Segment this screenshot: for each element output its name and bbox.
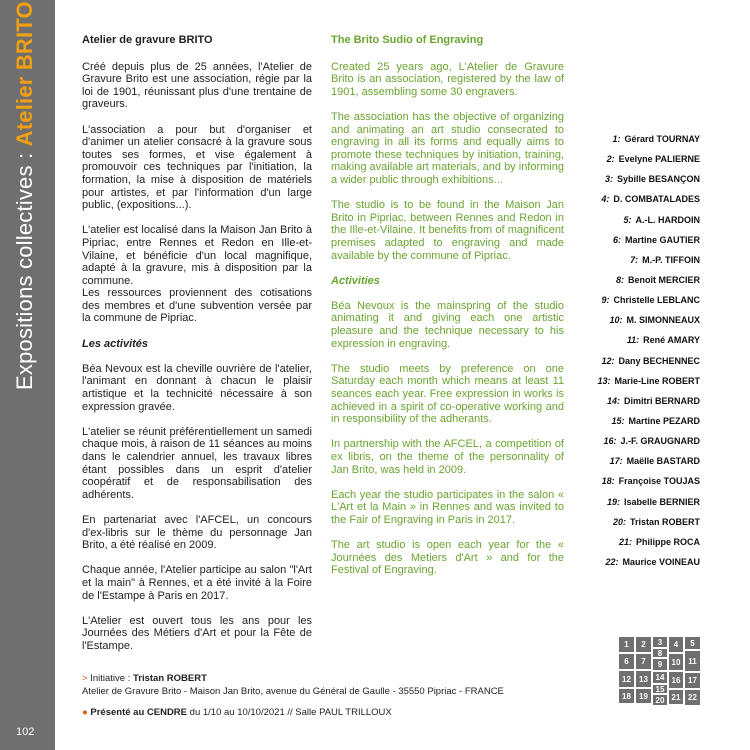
artist-name: Tristan ROBERT	[629, 516, 700, 527]
grid-cell: 14	[652, 671, 668, 684]
artist-list	[580, 134, 700, 577]
artist-number: 16:	[603, 436, 617, 447]
artist-name: Maurice VOINEAU	[622, 556, 700, 567]
artist-item	[580, 275, 700, 295]
artist-name: Maëlle BASTARD	[626, 456, 700, 467]
sidebar	[0, 0, 55, 750]
english-paragraph: Each year the studio participates in the salon « L'Art et la Main » in Rennes and was invited to the Fair of Engraving in Paris in 2017.	[331, 488, 564, 526]
french-activities-heading: Les activités	[82, 337, 149, 350]
english-activities-heading: Activities	[331, 274, 380, 287]
grid-cell: 7	[635, 653, 652, 670]
grid-cell: 2	[635, 636, 652, 653]
initiative-name: Tristan ROBERT	[132, 673, 207, 684]
english-paragraph: The art studio is open each year for the « Journées des Metiers d'Art » and for the Festival of Engraving.	[331, 539, 564, 577]
grid-cell: 6	[618, 653, 635, 670]
arrow-icon: >	[82, 673, 88, 684]
english-paragraph: Created 25 years ago, L'Atelier de Gravure Brito is an association, registered by the law of 1901, assembling some 30 engravers.	[331, 60, 564, 98]
english-column	[331, 34, 564, 590]
artist-item	[580, 174, 700, 194]
artist-number: 17:	[609, 456, 623, 467]
artist-name: Evelyne PALIERNE	[618, 154, 700, 165]
artist-item	[580, 315, 700, 335]
artist-item	[580, 396, 700, 416]
grid-cell: 13	[635, 670, 652, 688]
grid-cell: 19	[635, 688, 652, 704]
artist-number: 7:	[630, 254, 639, 265]
artist-item	[580, 356, 700, 376]
artist-number: 1:	[612, 134, 621, 144]
footer-initiative	[82, 672, 602, 685]
artist-name: Françoise TOUJAS	[618, 476, 700, 487]
artist-item	[580, 436, 700, 456]
artist-item	[580, 557, 700, 577]
english-paragraph: The studio meets by preference on one Saturday each month which means at least 11 seances each year. Free expression in works is achieved in a spirit of co-operative working and in responsibility of the adherants.	[331, 362, 564, 426]
artist-item	[580, 456, 700, 476]
artist-name: Martine GAUTIER	[624, 234, 700, 245]
artist-item	[580, 335, 700, 355]
artist-number: 10:	[609, 315, 623, 326]
grid-cell: 22	[684, 689, 701, 706]
french-paragraph: Créé depuis plus de 25 années, l'Atelier de Gravure Brito est une association, régie par la loi de 1901, réunissant plus d'une trentaine de graveurs.	[82, 60, 312, 111]
artist-item	[580, 154, 700, 174]
artist-item	[580, 194, 700, 214]
french-paragraph: Béa Nevoux est la cheville ouvrière de l'atelier, l'animant en donnant à chacun le plaisir artistique et la technicité nécessaire à son expression gravée.	[82, 362, 312, 413]
grid-cell: 3	[652, 636, 668, 648]
french-paragraph: En partenariat avec l'AFCEL, un concours d'ex-libris sur le thème du personnage Jan Brito, a été réalisé en 2009.	[82, 513, 312, 552]
artist-item	[580, 476, 700, 496]
footer	[82, 672, 602, 719]
sidebar-title-accent: Atelier BRITO	[12, 1, 37, 147]
artist-name: Dany BECHENNEC	[618, 355, 700, 366]
french-paragraph: L'atelier se réunit préférentiellement un samedi chaque mois, à raison de 11 séances au moins dans le calendrier annuel, les travaux libres étant possibles dans un esprit d'atelier coopératif et de responsabilisation des adhérents.	[82, 425, 312, 501]
artist-name: D. COMBATALADES	[613, 194, 700, 205]
artist-number: 6:	[612, 234, 621, 245]
grid-cell: 21	[668, 689, 684, 705]
artist-name: Philippe ROCA	[635, 536, 700, 547]
artist-name: Sybille BESANÇON	[616, 174, 700, 185]
artist-number: 14:	[606, 395, 620, 406]
english-paragraph: Béa Nevoux is the mainspring of the studio animating it and giving each one artistic pleasure and the technique necessary to his expression in engraving.	[331, 299, 564, 350]
artist-number: 4:	[601, 194, 610, 205]
artist-item	[580, 537, 700, 557]
artist-name: Benoît MERCIER	[628, 274, 700, 285]
presented-label: Présenté au CENDRE	[90, 707, 188, 718]
french-paragraph: L'association a pour but d'organiser et d'animer un atelier consacré à la gravure sous toutes ses formes, et vise également à promouvoir ces techniques par l'initiation, la formation, la mise à disposition de matériels pour artistes, et par l'information d'un large public, (expositions...).	[82, 123, 312, 212]
french-title: Atelier de gravure BRITO	[82, 34, 213, 46]
artist-number: 11:	[626, 335, 640, 346]
artist-name: René AMARY	[643, 335, 700, 346]
artist-item	[580, 497, 700, 517]
grid-cell: 16	[668, 671, 684, 689]
page-number: 102	[16, 726, 35, 738]
artist-name: Gérard TOURNAY	[624, 134, 700, 144]
english-title: The Brito Sudio of Engraving	[331, 34, 484, 46]
artist-number: 5:	[623, 214, 632, 225]
artist-item	[580, 255, 700, 275]
artist-item	[580, 376, 700, 396]
artist-item	[580, 134, 700, 154]
french-paragraph: L'atelier est localisé dans la Maison Jan Brito à Pipriac, entre Rennes et Redon en Ille-et-Vilaine, et bénéficie d'un local magnifique, adapté à la gravure, mis à disposition par la commune.	[82, 224, 312, 287]
artist-number: 2:	[606, 154, 615, 165]
artist-number: 3:	[604, 174, 613, 185]
artist-number: 12:	[601, 355, 615, 366]
bullet-icon: ●	[82, 707, 88, 718]
artist-item	[580, 215, 700, 235]
artist-number: 18:	[601, 476, 615, 487]
artist-number: 15:	[611, 415, 625, 426]
artist-item	[580, 295, 700, 315]
artist-name: Christelle LEBLANC	[613, 295, 700, 306]
artist-name: J.-F. GRAUGNARD	[620, 436, 700, 447]
artist-name: A.-L. HARDOIN	[635, 214, 700, 225]
grid-cell: 10	[668, 653, 684, 671]
grid-cell: 4	[668, 636, 684, 653]
artist-name: Marie-Line ROBERT	[614, 375, 700, 386]
grid-cell: 18	[618, 688, 635, 704]
sidebar-title	[12, 1, 38, 390]
artist-number: 20:	[612, 516, 626, 527]
grid-cell: 1	[618, 636, 635, 653]
english-paragraph: The association has the objective of organizing and animating an art studio consecrated to engraving in all its forms and equally aims to promote these techniques by initiation, training, making available art materials, and by informing a wider public through exhibitions...	[331, 110, 564, 186]
artist-name: Isabelle BERNIER	[623, 496, 700, 507]
presented-details: du 1/10 au 10/10/2021 // Salle PAUL TRILLOUX	[187, 707, 392, 718]
english-paragraph: The studio is to be found in the Maison Jan Brito in Pipriac, between Rennes and Redon in the Ille-et-Vilaine. It benefits from of magnificent premises adapted to engraving and made available by the commune of Pipriac.	[331, 199, 564, 262]
artist-item	[580, 416, 700, 436]
grid-cell: 11	[684, 650, 701, 672]
french-paragraph: Les ressources proviennent des cotisations des membres et d'une subvention versée par la commune de Pipriac.	[82, 287, 312, 325]
initiative-label: Initiative :	[90, 673, 133, 684]
french-column	[82, 34, 312, 665]
footer-address: Atelier de Gravure Brito - Maison Jan Brito, avenue du Général de Gaulle - 35550 Pipriac - FRANCE	[82, 686, 504, 697]
english-paragraph: In partnership with the AFCEL, a competition of ex libris, on the theme of the personnality of Jan Brito, was held in 2009.	[331, 438, 564, 476]
grid-cell: 15	[652, 684, 668, 694]
french-paragraph: Chaque année, l'Atelier participe au salon "l'Art et la main" à Rennes, et a été invité à la Foire de l'Estampe à Paris en 2017.	[82, 564, 312, 602]
grid-cell: 9	[652, 658, 668, 671]
artist-name: Dimitri BERNARD	[623, 395, 700, 406]
artist-number: 21:	[618, 536, 632, 547]
grid-cell: 12	[618, 670, 635, 688]
grid-cell: 8	[652, 648, 668, 658]
artwork-grid	[618, 636, 701, 716]
artist-number: 8:	[615, 274, 624, 285]
artist-number: 9:	[601, 295, 610, 306]
french-paragraph: L'Atelier est ouvert tous les ans pour les Journées des Métiers d'Art et pour la Fête de l'Estampe.	[82, 614, 312, 652]
grid-cell: 17	[684, 672, 701, 689]
footer-presented	[82, 706, 602, 719]
artist-name: M.-P. TIFFOIN	[642, 254, 700, 265]
grid-cell: 20	[652, 694, 668, 706]
artist-number: 19:	[606, 496, 620, 507]
artist-item	[580, 235, 700, 255]
artist-item	[580, 517, 700, 537]
artist-number: 13:	[597, 375, 611, 386]
artist-number: 22:	[605, 556, 619, 567]
sidebar-title-main: Expositions collectives :	[12, 146, 37, 390]
artist-name: M. SIMONNEAUX	[626, 315, 700, 326]
artist-name: Martine PEZARD	[628, 415, 700, 426]
grid-cell: 5	[684, 636, 701, 650]
